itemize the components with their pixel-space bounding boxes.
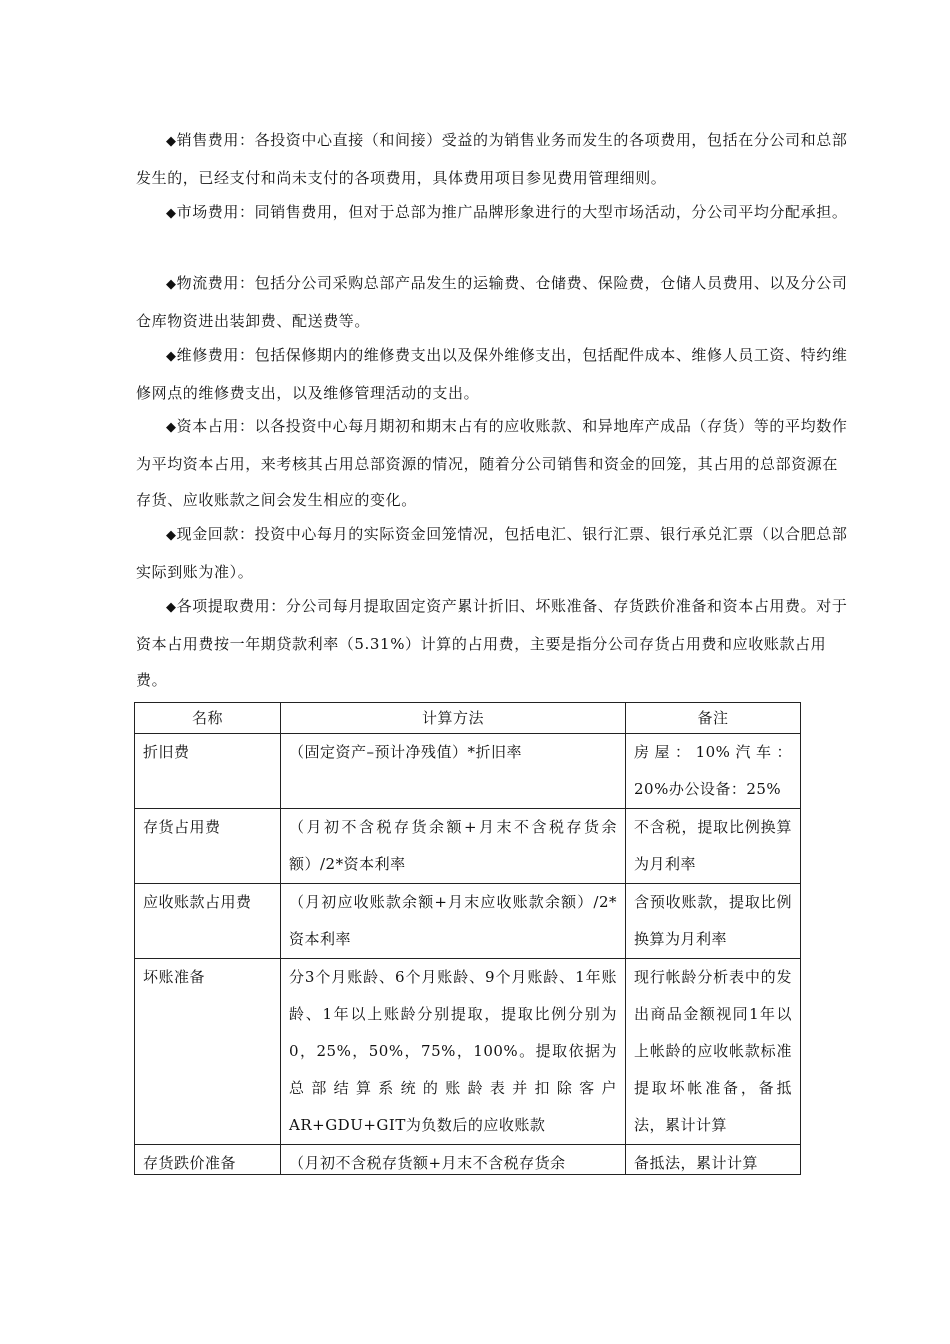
paragraph-repair-expense: [136, 337, 850, 411]
paragraph-text: 资本占用：以各投资中心每月期初和期末占有的应收账款、和异地库产成品（存货）等的平均数作为平均资本占用，来考核其占用总部资源的情况，随着分公司销售和资金的回笼，其占用的总部资源在存货、应收账款之间会发生相应的变化。: [136, 417, 848, 509]
diamond-bullet-icon: ◆: [166, 528, 177, 543]
paragraph-cash-collection: [136, 516, 850, 590]
diamond-bullet-icon: ◆: [166, 349, 177, 364]
cell-note: 房屋：10%汽车：20%办公设备：25%: [626, 734, 801, 809]
paragraph-provision-expense: [136, 588, 850, 698]
paragraph-capital-occupation: [136, 408, 850, 518]
fee-calculation-table: [134, 702, 801, 1175]
column-header-method: 计算方法: [281, 703, 626, 734]
paragraph-text: 现金回款：投资中心每月的实际资金回笼情况，包括电汇、银行汇票、银行承兑汇票（以合肥总部实际到账为准）。: [136, 525, 848, 581]
cell-name: 折旧费: [135, 734, 281, 809]
cell-name: 坏账准备: [135, 959, 281, 1145]
cell-method: [281, 1145, 626, 1175]
diamond-bullet-icon: ◆: [166, 206, 177, 221]
cell-note: [626, 1145, 801, 1175]
table-row: [135, 959, 801, 1145]
table-row: [135, 884, 801, 959]
column-header-name: 名称: [135, 703, 281, 734]
diamond-bullet-icon: ◆: [166, 277, 177, 292]
column-header-note: 备注: [626, 703, 801, 734]
diamond-bullet-icon: ◆: [166, 600, 177, 615]
diamond-bullet-icon: ◆: [166, 134, 177, 149]
cell-note-text: 备抵法，累计计算: [634, 1154, 759, 1172]
cell-note: 现行帐龄分析表中的发出商品金额视同1年以上帐龄的应收帐款标准提取坏帐准备，备抵法，累计计算: [626, 959, 801, 1145]
cell-name: 应收账款占用费: [135, 884, 281, 959]
cell-method: 分3个月账龄、6个月账龄、9个月账龄、1年账龄、1年以上账龄分别提取，提取比例分别为0，25%，50%，75%，100%。提取依据为总部结算系统的账龄表并扣除客户AR+GDU+GIT为负数后的应收账款: [281, 959, 626, 1145]
paragraph-text: 物流费用：包括分公司采购总部产品发生的运输费、仓储费、保险费，仓储人员费用、以及分公司仓库物资进出装卸费、配送费等。: [136, 274, 848, 330]
paragraph-sales-expense: [136, 122, 850, 196]
cell-method-text: （月初不含税存货额+月末不含税存货余: [289, 1154, 566, 1172]
paragraph-text: 维修费用：包括保修期内的维修费支出以及保外维修支出，包括配件成本、维修人员工资、特约维修网点的维修费支出，以及维修管理活动的支出。: [136, 346, 848, 402]
cell-name: [135, 1145, 281, 1175]
paragraph-text: 市场费用：同销售费用，但对于总部为推广品牌形象进行的大型市场活动，分公司平均分配承担。: [176, 203, 848, 221]
paragraph-text: 销售费用：各投资中心直接（和间接）受益的为销售业务而发生的各项费用，包括在分公司和总部发生的，已经支付和尚未支付的各项费用，具体费用项目参见费用管理细则。: [136, 131, 848, 187]
paragraph-market-expense: [136, 194, 850, 232]
cell-name-text: 存货跌价准备: [143, 1154, 237, 1172]
table-row: [135, 809, 801, 884]
cell-method: （月初不含税存货余额+月末不含税存货余额）/2*资本利率: [281, 809, 626, 884]
paragraph-text: 各项提取费用：分公司每月提取固定资产累计折旧、坏账准备、存货跌价准备和资本占用费。对于资本占用费按一年期贷款利率（5.31%）计算的占用费，主要是指分公司存货占用费和应收账款占用费。: [136, 597, 848, 689]
table-row: [135, 734, 801, 809]
table-header-row: [135, 703, 801, 734]
paragraph-logistics-expense: [136, 265, 850, 339]
cell-method: （月初应收账款余额+月末应收账款余额）/2*资本利率: [281, 884, 626, 959]
cell-note: 含预收账款，提取比例换算为月利率: [626, 884, 801, 959]
cell-note: 不含税，提取比例换算为月利率: [626, 809, 801, 884]
cell-method: （固定资产–预计净残值）*折旧率: [281, 734, 626, 809]
diamond-bullet-icon: ◆: [166, 420, 177, 435]
cell-name: 存货占用费: [135, 809, 281, 884]
table-row: [135, 1145, 801, 1175]
